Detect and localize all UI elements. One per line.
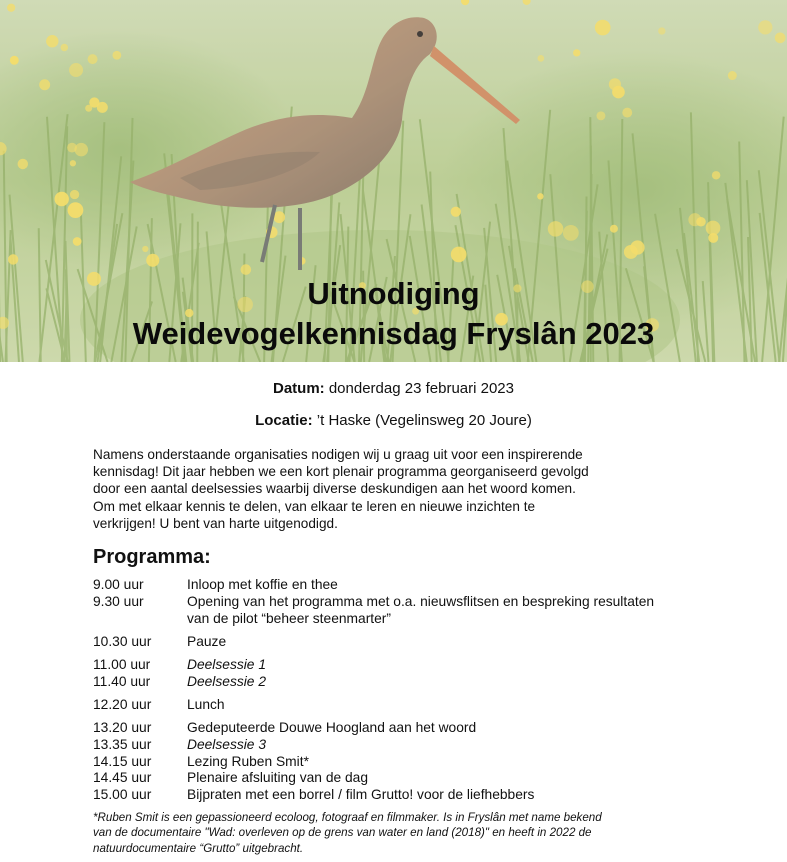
location-line <box>0 412 787 429</box>
program-text: Lezing Ruben Smit* <box>187 754 309 769</box>
program-time: 11.40 uur <box>93 674 151 689</box>
intro-line: Namens onderstaande organisaties nodigen wij u graag uit voor een inspirerende <box>93 447 583 462</box>
date-label: Datum: <box>273 380 325 397</box>
program-time: 15.00 uur <box>93 787 152 802</box>
program-text: Inloop met koffie en thee <box>187 577 338 592</box>
event-title: Weidevogelkennisdag Fryslân 2023 <box>132 316 655 351</box>
invitation-title: Uitnodiging <box>307 276 480 311</box>
program-text: Lunch <box>187 697 225 712</box>
intro-line: verkrijgen! U bent van harte uitgenodigd. <box>93 515 338 531</box>
intro-paragraph <box>93 446 653 532</box>
program-time: 13.20 uur <box>93 720 152 735</box>
program-time: 12.20 uur <box>93 697 152 712</box>
date-line <box>0 380 787 397</box>
location-label: Locatie: <box>255 412 313 429</box>
program-text: Opening van het programma met o.a. nieuwsflitsen en bespreking resultaten <box>187 594 655 609</box>
program-time: 11.00 uur <box>93 657 151 672</box>
location-value: ’t Haske (Vegelinsweg 20 Joure) <box>316 412 532 429</box>
program-text: Bijpraten met een borrel / film Grutto! voor de liefhebbers <box>187 787 535 802</box>
program-text: Deelsessie 1 <box>187 657 266 672</box>
program-time: 10.30 uur <box>93 634 152 649</box>
program-time: 9.30 uur <box>93 594 144 609</box>
intro-line: door een aantal deelsessies waarbij diverse deskundigen aan het woord komen. <box>93 481 576 497</box>
program-text: Plenaire afsluiting van de dag <box>187 770 369 785</box>
program-text: Deelsessie 3 <box>187 737 266 752</box>
program-text: Deelsessie 2 <box>187 674 266 689</box>
footnote-line: natuurdocumentaire “Grutto” uitgebracht. <box>93 841 304 855</box>
program-time: 14.15 uur <box>93 754 152 769</box>
program-heading: Programma: <box>93 546 211 568</box>
date-value: donderdag 23 februari 2023 <box>328 380 514 397</box>
footnote <box>93 810 693 856</box>
program-time: 9.00 uur <box>93 577 144 592</box>
intro-line: Om met elkaar kennis te delen, van elkaar te leren en nieuwe inzichten te <box>93 498 536 514</box>
program-text: Gedeputeerde Douwe Hoogland aan het woord <box>187 720 477 735</box>
footnote-line: *Ruben Smit is een gepassioneerd ecoloog, fotograaf en filmmaker. Is in Fryslân met name bekend <box>93 811 602 824</box>
program-text: van de pilot “beheer steenmarter” <box>187 611 391 626</box>
hero-photo <box>0 0 787 362</box>
intro-line: kennisdag! Dit jaar hebben we een kort plenair programma georganiseerd gevolgd <box>93 464 589 480</box>
program-text: Pauze <box>187 634 227 649</box>
program-time: 14.45 uur <box>93 770 152 785</box>
program-time: 13.35 uur <box>93 737 152 752</box>
footnote-line: van de documentaire "Wad: overleven op de grens van water en land (2018)" en heeft in 2022 de <box>93 826 592 840</box>
